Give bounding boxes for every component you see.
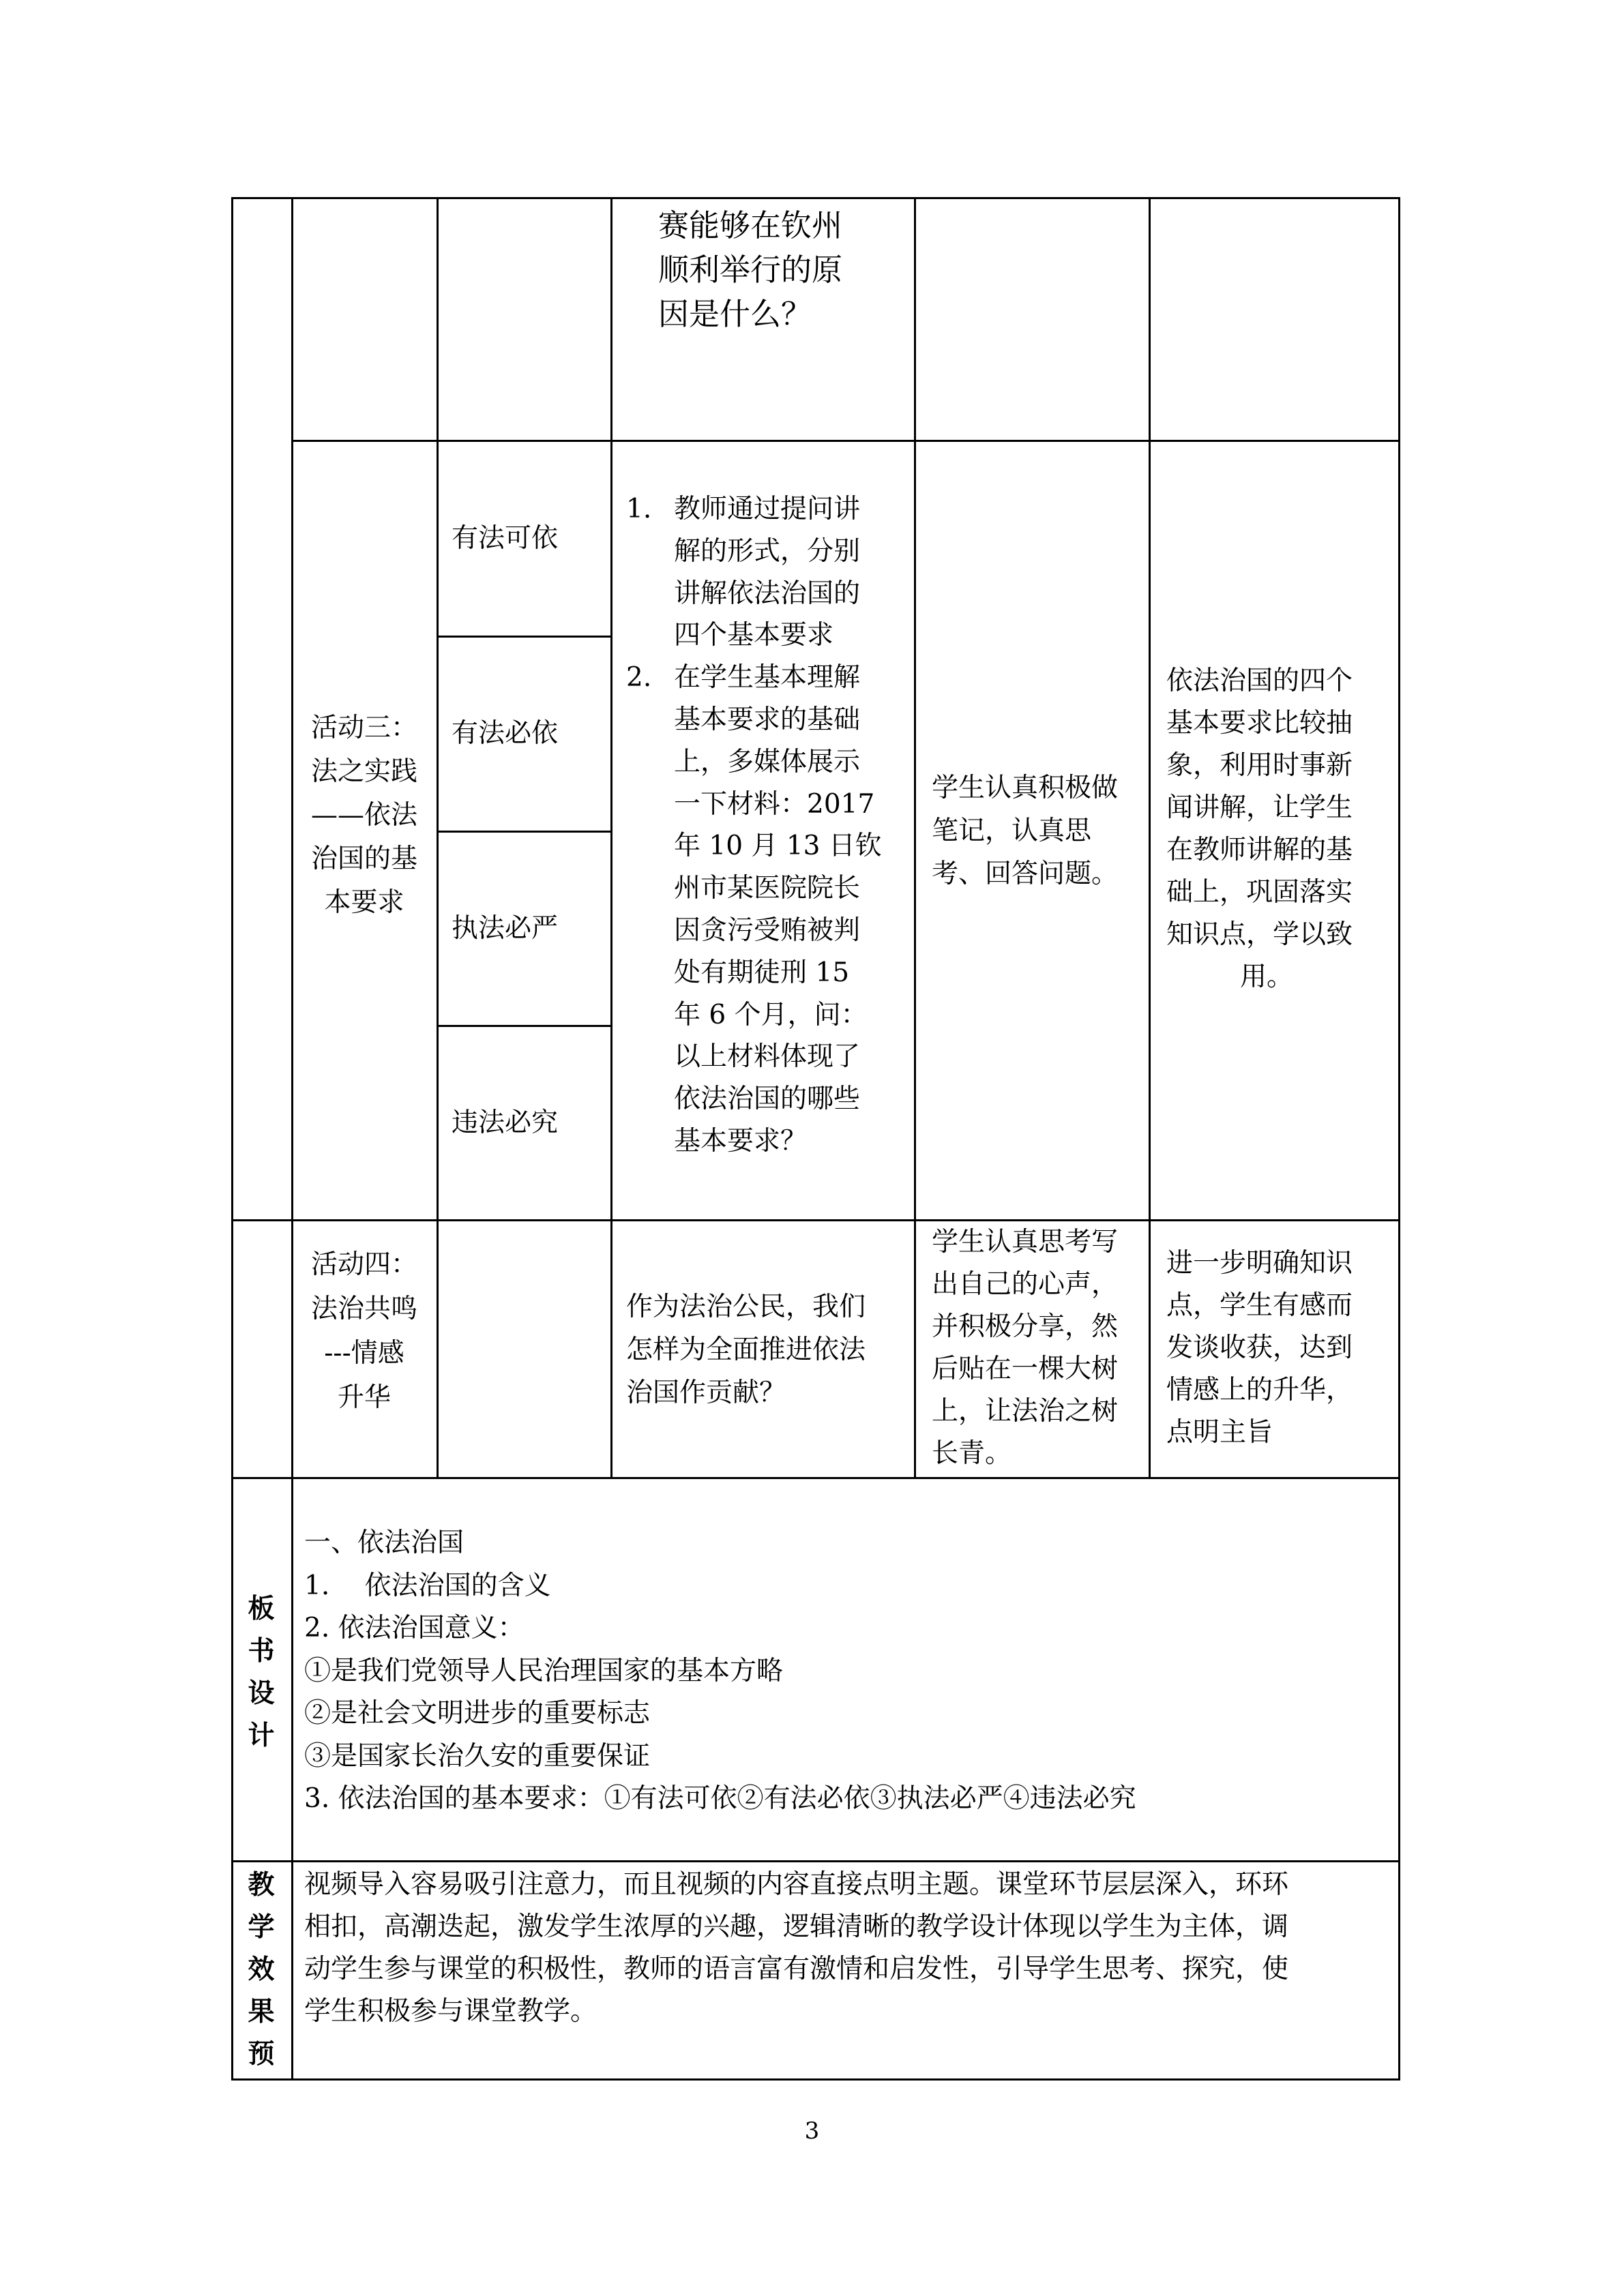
teaching-effect-content: 视频导入容易吸引注意力，而且视频的内容直接点明主题。课堂环节层层深入，环环 相扣，高潮迭起，激发学生浓厚的兴趣，逻辑清晰的教学设计体现以学生为主体，调 动学生参与课堂的积极性，教师的语言富有激情和启发性，引导学生思考、探究，使 学生积极参与课堂教学。 [304,1869,1289,2027]
board-design-content: 一、依法治国 1. 依法治国的含义 2. 依法治国意义： ①是我们党领导人民治理国家的基本方略 ②是社会文明进步的重要标志 ③是国家长治久安的重要保证 3. 依法治国的基本要求：①有法可依②有法必依③执法必严④违法必究 [304,1527,1136,1814]
sub-divider [437,1025,610,1027]
sub-divider [437,831,610,833]
row-divider [231,1477,1400,1479]
continued-question: 赛能够在钦州 顺利举行的原 因是什么？ [658,207,843,332]
table-border-bottom [231,2078,1400,2081]
col-divider [610,197,612,1479]
row-divider [231,1860,1400,1862]
teaching-effect-label: 教 学 效 果 预 [248,1869,275,2070]
col-divider [914,197,916,1479]
table-border-left [231,197,233,2081]
activity4-student: 学生认真思考写 出自己的心声， 并积极分享，然 后贴在一棵大树 上，让法治之树 长青。 [932,1227,1119,1469]
requirement-item: 有法必依 [452,718,559,749]
col-divider [291,197,293,2081]
board-design-label: 板 书 设 计 [248,1593,275,1751]
activity3-student: 学生认真积极做 笔记，认真思 考、回答问题。 [932,773,1119,889]
activity3-intent: 依法治国的四个 基本要求比较抽 象，利用时事新 闻讲解，让学生 在教师讲解的基 础上，巩固落实 知识点，学以致 用。 [1166,666,1353,992]
col-divider [1149,197,1151,1479]
activity3-title: 活动三： 法之实践 ——依法 治国的基 本要求 [310,713,417,918]
page-number: 3 [804,2117,820,2145]
sub-divider [437,636,610,638]
requirement-item: 有法可依 [452,523,559,554]
activity4-intent: 进一步明确知识 点，学生有感而 发谈收获，达到 情感上的升华， 点明主旨 [1166,1248,1353,1448]
requirement-item: 执法必严 [452,913,559,944]
row-divider [291,440,1400,442]
requirement-item: 违法必究 [452,1107,559,1138]
activity4-title: 活动四： 法治共鸣 ---情感 升华 [310,1249,417,1413]
table-border-right [1398,197,1400,2081]
activity4-teacher: 作为法治公民，我们 怎样为全面推进依法 治国作贡献？ [626,1292,866,1408]
table-border-top [231,197,1400,199]
col-divider [437,197,439,1479]
teacher-activity-list: 1. 教师通过提问讲 解的形式，分别 讲解依法治国的 四个基本要求 2. 在学生基本理解 基本要求的基础 上，多媒体展示 一下材料：2017 年 10 月 13 日钦 州市某医院院长 因贪污受贿被判 处有期徒刑 15 年 6 个月，问： 以上材料体现了 依法治国的哪些 基本要求？ [626,494,882,1157]
row-divider [231,1219,1400,1221]
